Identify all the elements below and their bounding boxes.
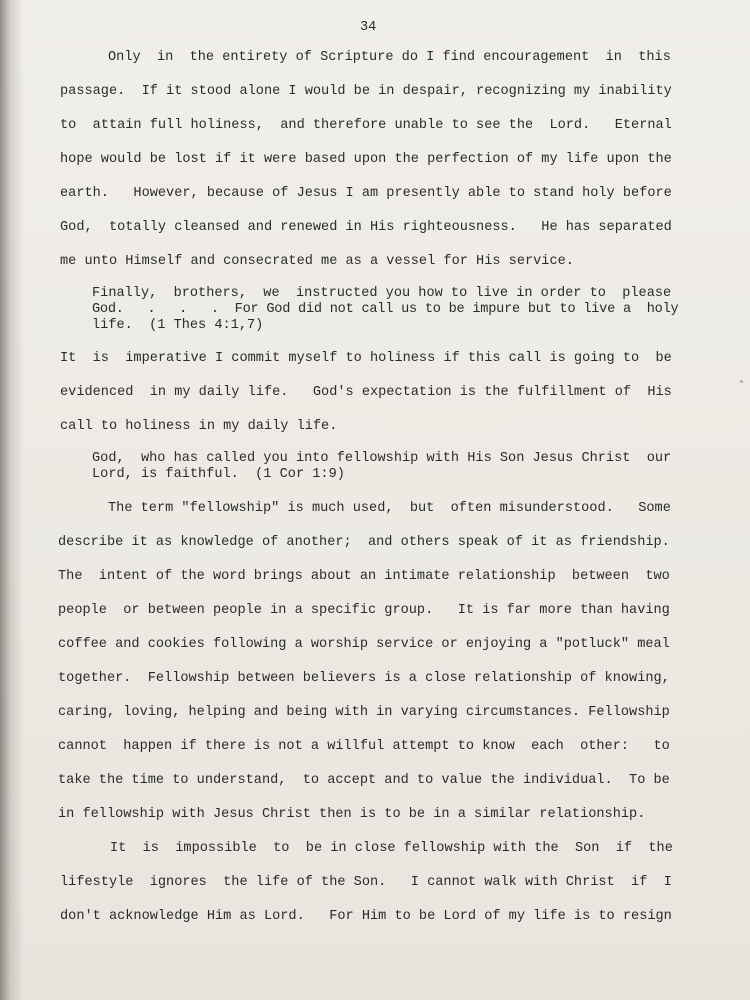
block-quote-line: God. . . . For God did not call us to be impure but to live a holy bbox=[92, 302, 679, 317]
page-number: 34 bbox=[360, 20, 377, 35]
block-quote-line: Lord, is faithful. (1 Cor 1:9) bbox=[92, 467, 345, 482]
body-line: call to holiness in my daily life. bbox=[60, 419, 338, 434]
body-line: together. Fellowship between believers is a close relationship of knowing, bbox=[58, 671, 670, 686]
body-line: caring, loving, helping and being with in varying circumstances. Fellowship bbox=[58, 705, 670, 720]
body-line: me unto Himself and consecrated me as a vessel for His service. bbox=[60, 254, 574, 269]
body-line: people or between people in a specific group. It is far more than having bbox=[58, 603, 670, 618]
block-quote-line: life. (1 Thes 4:1,7) bbox=[92, 318, 264, 333]
body-line: don't acknowledge Him as Lord. For Him to be Lord of my life is to resign bbox=[60, 909, 672, 924]
body-line: The term "fellowship" is much used, but often misunderstood. Some bbox=[108, 501, 671, 516]
body-line: passage. If it stood alone I would be in despair, recognizing my inability bbox=[60, 84, 672, 99]
body-line: evidenced in my daily life. God's expectation is the fulfillment of His bbox=[60, 385, 672, 400]
block-quote-line: God, who has called you into fellowship with His Son Jesus Christ our bbox=[92, 451, 672, 466]
paper-speck bbox=[740, 380, 743, 383]
body-line: earth. However, because of Jesus I am presently able to stand holy before bbox=[60, 186, 672, 201]
body-line: hope would be lost if it were based upon the perfection of my life upon the bbox=[60, 152, 672, 167]
body-line: in fellowship with Jesus Christ then is to be in a similar relationship. bbox=[58, 807, 646, 822]
body-line: It is impossible to be in close fellowship with the Son if the bbox=[110, 841, 673, 856]
block-quote-line: Finally, brothers, we instructed you how to live in order to please bbox=[92, 286, 672, 301]
body-line: cannot happen if there is not a willful attempt to know each other: to bbox=[58, 739, 670, 754]
body-line: God, totally cleansed and renewed in His righteousness. He has separated bbox=[60, 220, 672, 235]
body-line: lifestyle ignores the life of the Son. I cannot walk with Christ if I bbox=[60, 875, 672, 890]
body-line: describe it as knowledge of another; and others speak of it as friendship. bbox=[58, 535, 670, 550]
body-line: take the time to understand, to accept and to value the individual. To be bbox=[58, 773, 670, 788]
body-line: The intent of the word brings about an intimate relationship between two bbox=[58, 569, 670, 584]
body-line: Only in the entirety of Scripture do I find encouragement in this bbox=[108, 50, 671, 65]
body-line: to attain full holiness, and therefore unable to see the Lord. Eternal bbox=[60, 118, 672, 133]
body-line: coffee and cookies following a worship service or enjoying a "potluck" meal bbox=[58, 637, 670, 652]
body-line: It is imperative I commit myself to holiness if this call is going to be bbox=[60, 351, 672, 366]
